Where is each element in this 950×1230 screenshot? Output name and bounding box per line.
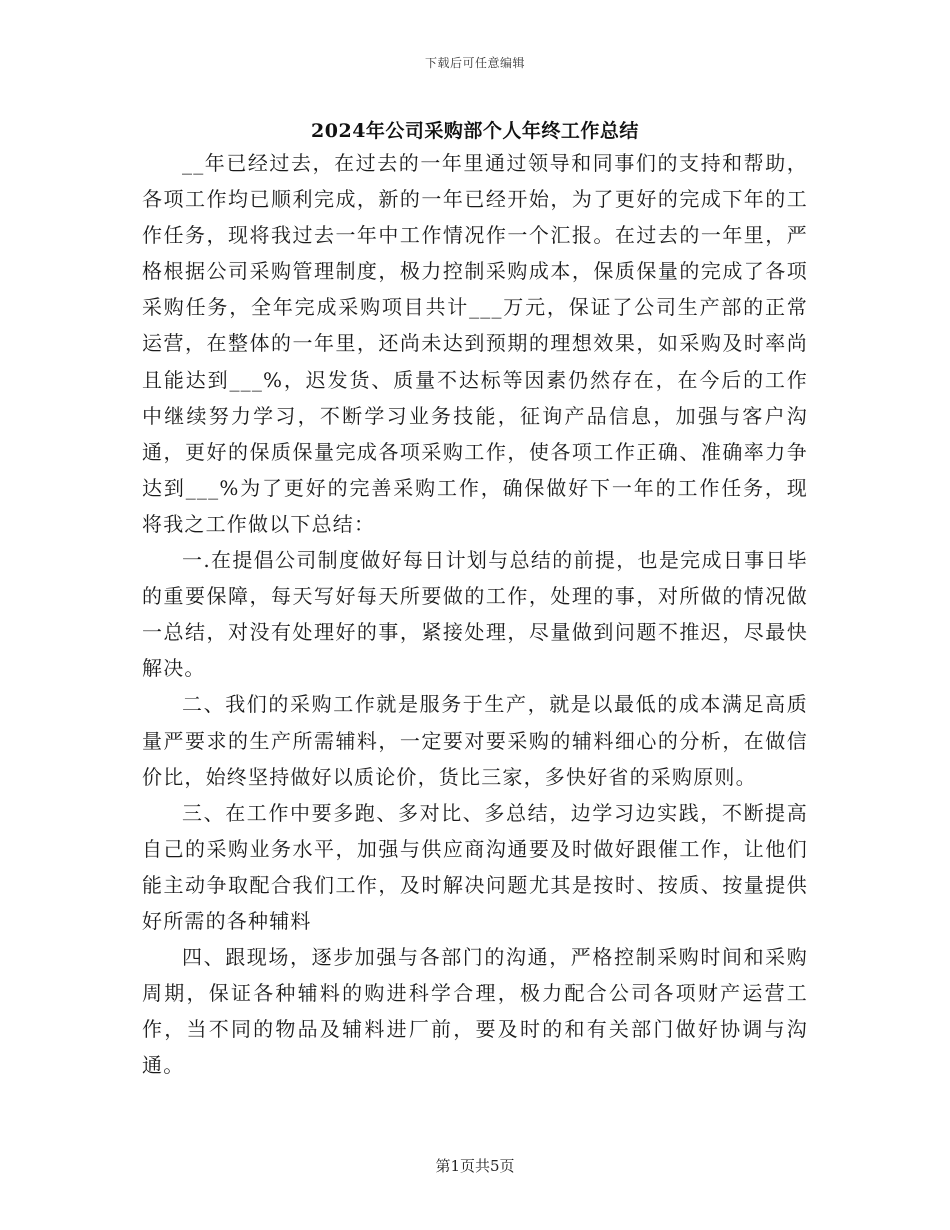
paragraph-intro: __年已经过去，在过去的一年里通过领导和同事们的支持和帮助，各项工作均已顺利完成，新的一年已经开始，为了更好的完成下年的工作任务，现将我过去一年中工作情况作一个汇报。在过去的一年里，严格根据公司采购管理制度，极力控制采购成本，保质保量的完成了各项采购任务，全年完成采购项目共计___万元，保证了公司生产部的正常运营，在整体的一年里，还尚未达到预期的理想效果，如采购及时率尚且能达到___%，迟发货、质量不达标等因素仍然存在，在今后的工作中继续努力学习，不断学习业务技能，征询产品信息，加强与客户沟通，更好的保质保量完成各项采购工作，使各项工作正确、准确率力争达到___%为了更好的完善采购工作，确保做好下一年的工作任务，现将我之工作做以下总结： bbox=[142, 151, 808, 536]
paragraph-point-3: 三、在工作中要多跑、多对比、多总结，边学习边实践，不断提高自己的采购业务水平，加强与供应商沟通要及时做好跟催工作，让他们能主动争取配合我们工作，及时解决问题尤其是按时、按质、按量提供好所需的各种辅料 bbox=[142, 800, 808, 933]
paragraph-point-2: 二、我们的采购工作就是服务于生产，就是以最低的成本满足高质量严要求的生产所需辅料，一定要对要采购的辅料细心的分析，在做信价比，始终坚持做好以质论价，货比三家，多快好省的采购原则。 bbox=[142, 692, 808, 789]
page-header-note: 下载后可任意编辑 bbox=[424, 56, 525, 70]
paragraph-point-4: 四、跟现场，逐步加强与各部门的沟通，严格控制采购时间和采购周期，保证各种辅料的购进科学合理，极力配合公司各项财产运营工作，当不同的物品及辅料进厂前，要及时的和有关部门做好协调与沟通。 bbox=[142, 945, 808, 1078]
paragraph-point-1: 一.在提倡公司制度做好每日计划与总结的前提，也是完成日事日毕的重要保障，每天写好每天所要做的工作，处理的事，对所做的情况做一总结，对没有处理好的事，紧接处理，尽量做到问题不推迟，尽最快解决。 bbox=[142, 548, 808, 681]
document-body bbox=[142, 145, 808, 1083]
page-number: 第1页共5页 bbox=[435, 1157, 515, 1175]
document-title: 2024年公司采购部个人年终工作总结 bbox=[311, 120, 639, 142]
